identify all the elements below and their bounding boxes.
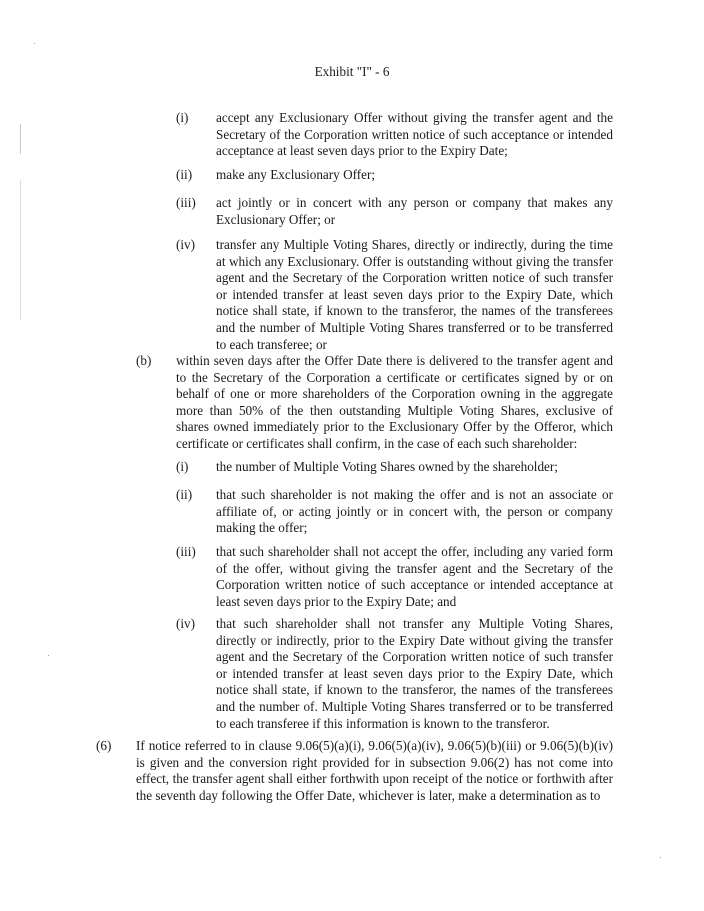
item-text: that such shareholder shall not accept the offer, including any varied form of the offer, without giving the transfer agent and the Secretary of the Corporation written notice of such acceptance or intended acceptance at least seven days prior to the Expiry Date; and — [216, 544, 613, 609]
scan-speck — [48, 655, 49, 656]
item-label: (ii) — [176, 167, 193, 182]
item-label: (iv) — [176, 237, 196, 252]
item-text: make any Exclusionary Offer; — [216, 167, 376, 182]
scan-margin-mark — [20, 180, 21, 320]
item-text: that such shareholder is not making the offer and is not an associate or affiliate of, or acting jointly or in concert with, the person or company making the offer; — [216, 487, 613, 536]
item-label: (i) — [176, 110, 189, 125]
item-label: (iii) — [176, 195, 196, 210]
item-text: act jointly or in concert with any person or company that makes any Exclusionary Offer; or — [216, 195, 613, 227]
subsection-label: (6) — [96, 738, 112, 753]
clause-label: (b) — [136, 353, 152, 368]
scan-margin-mark — [20, 124, 21, 154]
item-label: (ii) — [176, 487, 193, 502]
item-label: (iv) — [176, 616, 196, 631]
item-label: (i) — [176, 459, 189, 474]
item-label: (iii) — [176, 544, 196, 559]
subsection-text: If notice referred to in clause 9.06(5)(a)(i), 9.06(5)(a)(iv), 9.06(5)(b)(iii) or 9.06(5)(b)(iv) is given and the conversion right provided for in subsection 9.06(2) has not come into effect, the transfer agent shall either forthwith upon receipt of the notice or forthwith after the seventh day following the Offer Date, whichever is later, make a determination as to — [136, 738, 613, 803]
item-text: that such shareholder shall not transfer any Multiple Voting Shares, directly or indirectly, prior to the Expiry Date without giving the transfer agent and the Secretary of the Corporation written notice of such transfer or intended transfer at least seven days prior to the Expiry Date, which notice shall state, if known to the transferor, the names of the transferees and the number of. Multiple Voting Shares transferred or to be transferred to each transferee if this information is known to the transferor. — [216, 616, 613, 731]
item-text: the number of Multiple Voting Shares owned by the shareholder; — [216, 459, 558, 474]
item-text: accept any Exclusionary Offer without giving the transfer agent and the Secretary of the Corporation written notice of such acceptance or intended acceptance at least seven days prior to the Expiry Date; — [216, 110, 613, 159]
scan-speck — [660, 857, 661, 858]
scan-speck — [34, 43, 35, 44]
clause-text: within seven days after the Offer Date there is delivered to the transfer agent and to the Secretary of the Corporation a certificate or certificates signed by or on behalf of one or more shareholders of the Corporation owning in the aggregate more than 50% of the then outstanding Multiple Voting Shares, exclusive of shares owned immediately prior to the Exclusionary Offer by the Offeror, which certificate or certificates shall confirm, in the case of each such shareholder: — [176, 353, 613, 451]
page-header: Exhibit "I" - 6 — [314, 64, 390, 79]
item-text: transfer any Multiple Voting Shares, directly or indirectly, during the time at which any Exclusionary. Offer is outstanding without giving the transfer agent and the Secretary of the Corporation written notice of such transfer or intended transfer at least seven days prior to the Expiry Date, which notice shall state, if known to the transferor, the names of the transferees and the number of Multiple Voting Shares transferred or to be transferred to each transferee; or — [216, 237, 613, 352]
